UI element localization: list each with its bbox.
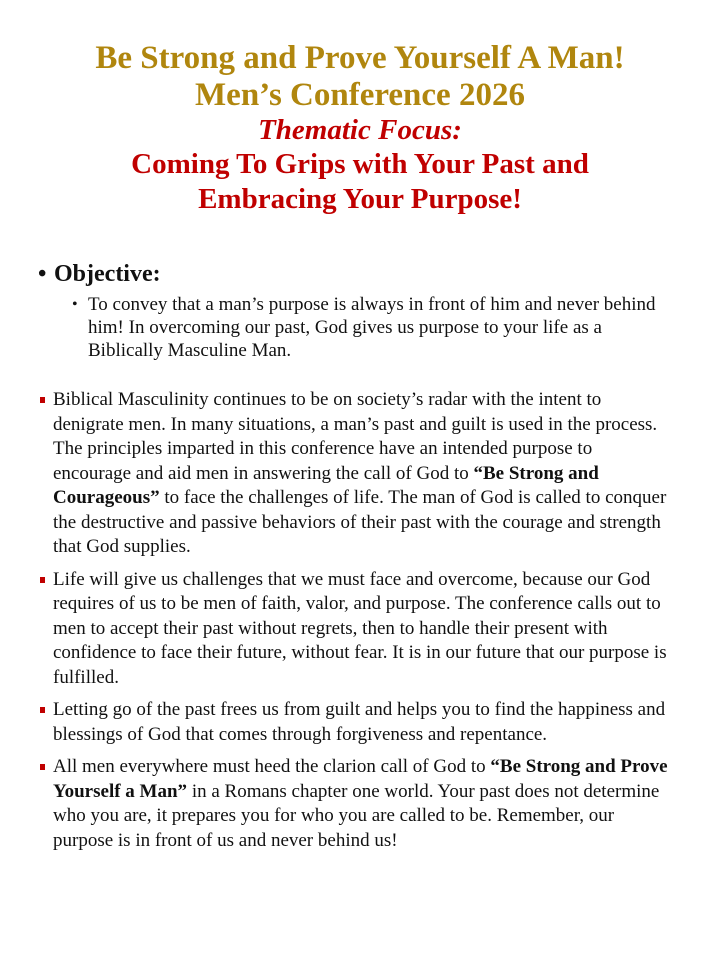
square-bullet-icon — [38, 698, 53, 747]
title-line-1: Be Strong and Prove Yourself A Man! — [95, 40, 625, 76]
point-text: Life will give us challenges that we must face and overcome, because our God requires of us to be men of faith, valor, and purpose. The conference calls out to men to accept their past without regrets, then to handle their present with confidence to face their future, without fear. It is in our future that our purpose is fulfilled. — [53, 568, 667, 688]
objective-heading — [38, 259, 678, 289]
theme-label: Thematic Focus: — [258, 114, 462, 146]
theme-line-1: Coming To Grips with Your Past and — [131, 148, 589, 180]
list-item — [38, 388, 678, 560]
objective-section — [38, 259, 678, 362]
square-bullet-icon — [38, 568, 53, 691]
point-text: All men everywhere must heed the clarion call of God to “Be Strong and Prove Yourself a Man” in a Romans chapter one world. Your past does not determine who you are, it prepares you for who you are called to be. Remember, our purpose is in front of us and never behind us! — [53, 756, 668, 851]
list-item — [38, 755, 678, 853]
emphasis: “Be Strong and Courageous” — [53, 462, 599, 508]
point-text: Biblical Masculinity continues to be on society’s radar with the intent to denigrate men. In many situations, a man’s past and guilt is used in the process. The principles imparted in this conference have an intended purpose to encourage and aid men in answering the call of God to “Be Strong and Courageous” to face the challenges of life. The man of God is called to conquer the destructive and passive behaviors of their past with the courage and strength that God supplies. — [53, 389, 667, 557]
theme-line-2: Embracing Your Purpose! — [198, 183, 522, 215]
bullet-icon: • — [72, 296, 78, 313]
list-item — [38, 698, 678, 747]
objective-text: To convey that a man’s purpose is always in front of him and never behind him! In overcoming our past, God gives us purpose to your life as a Biblically Masculine Man. — [88, 294, 656, 361]
key-points-list — [38, 388, 678, 861]
point-text: Letting go of the past frees us from guilt and helps you to find the happiness and blessings of God that comes through forgiveness and repentance. — [53, 699, 666, 745]
title-line-2: Men’s Conference 2026 — [195, 77, 525, 113]
square-bullet-icon — [38, 388, 53, 560]
objective-heading-text: Objective: — [54, 261, 161, 287]
square-bullet-icon — [38, 755, 53, 853]
document-header — [0, 40, 720, 217]
objective-item — [72, 293, 678, 362]
emphasis: “Be Strong and Prove Yourself a Man” — [53, 756, 668, 802]
bullet-icon: • — [38, 261, 47, 287]
list-item — [38, 568, 678, 691]
